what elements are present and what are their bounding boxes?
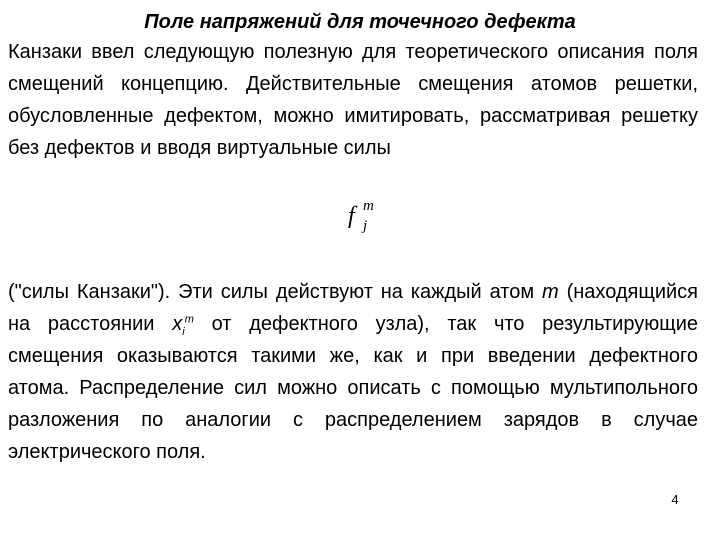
distance-symbol-superscript: m xyxy=(184,313,194,326)
distance-symbol xyxy=(172,313,194,338)
formula-subscript: j xyxy=(363,218,368,234)
formula-kanzaki-force xyxy=(348,198,398,242)
paragraph-intro: Канзаки ввел следующую полезную для теоретического описания поля смещений концепцию. Действительные смещения атомов решетки, обусловленные дефектом, можно имитировать, рассматривая решетку без дефектов и вводя виртуальные силы xyxy=(8,41,698,159)
formula-superscript: m xyxy=(363,198,374,214)
paragraph-text-part1: ("силы Канзаки"). Эти силы действуют на каждый атом xyxy=(8,281,535,303)
paragraph-text-part2: (находящийся на расстоянии xyxy=(8,281,699,335)
paragraph-description xyxy=(8,276,698,468)
atom-symbol: m xyxy=(542,281,559,303)
page-number: 4 xyxy=(671,492,679,507)
distance-symbol-main: x xyxy=(172,313,183,335)
distance-symbol-subscript: i xyxy=(182,326,185,338)
formula-main-symbol: f xyxy=(348,203,355,229)
slide-title: Поле напряжений для точечного дефекта xyxy=(144,11,576,33)
paragraph-text-part3: от дефектного узла), так что результирующие смещения оказываются такими же, как и при введении дефектного атома. Распределение сил можно описать с помощью мультипольного разложения по аналогии с распределением зарядов в случае электрического поля. xyxy=(8,313,699,463)
